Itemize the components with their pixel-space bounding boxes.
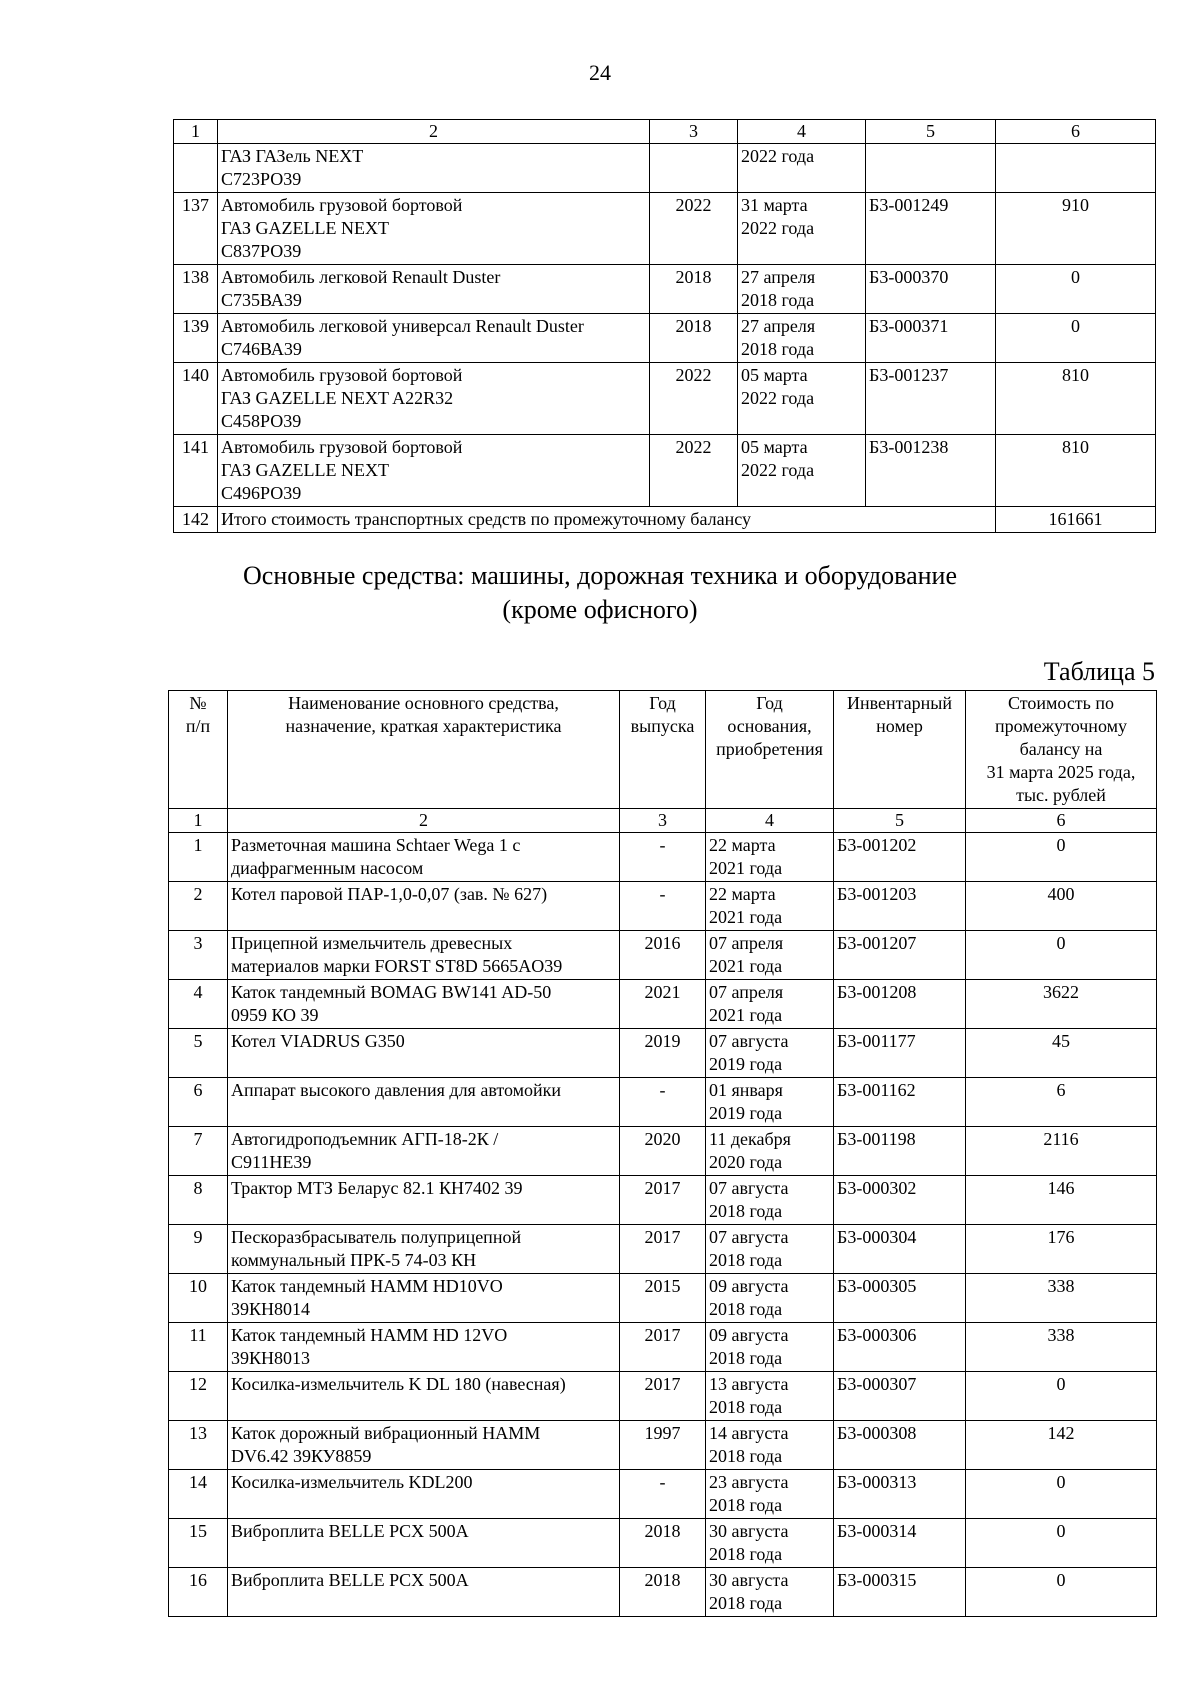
column-number: 3 xyxy=(650,120,738,144)
balance-cost: 0 xyxy=(966,1519,1157,1568)
row-number: 2 xyxy=(169,882,228,931)
acquisition-date: 07 августа 2019 года xyxy=(706,1029,834,1078)
release-year: 2022 xyxy=(650,193,738,265)
row-number: 14 xyxy=(169,1470,228,1519)
acquisition-date: 13 августа 2018 года xyxy=(706,1372,834,1421)
balance-cost: 0 xyxy=(966,833,1157,882)
table-row xyxy=(174,435,1156,507)
row-number: 139 xyxy=(174,314,218,363)
acquisition-date: 14 августа 2018 года xyxy=(706,1421,834,1470)
column-number: 2 xyxy=(218,120,650,144)
header-acquisition: Год основания, приобретения xyxy=(706,691,834,809)
table-row xyxy=(174,265,1156,314)
balance-cost: 2116 xyxy=(966,1127,1157,1176)
column-number-row xyxy=(169,809,1157,833)
row-number: 7 xyxy=(169,1127,228,1176)
table-row xyxy=(169,1519,1157,1568)
header-inventory: Инвентарный номер xyxy=(834,691,966,809)
inventory-number: Б3-000306 xyxy=(834,1323,966,1372)
asset-name: Котел VIADRUS G350 xyxy=(228,1029,620,1078)
inventory-number: Б3-000314 xyxy=(834,1519,966,1568)
release-year: - xyxy=(620,1078,706,1127)
row-number: 8 xyxy=(169,1176,228,1225)
table-row xyxy=(169,980,1157,1029)
inventory-number: Б3-001208 xyxy=(834,980,966,1029)
release-year: 2015 xyxy=(620,1274,706,1323)
inventory-number: Б3-000307 xyxy=(834,1372,966,1421)
table-row xyxy=(169,1421,1157,1470)
column-number: 5 xyxy=(866,120,996,144)
balance-cost: 910 xyxy=(996,193,1156,265)
balance-cost: 6 xyxy=(966,1078,1157,1127)
column-number: 6 xyxy=(966,809,1157,833)
asset-name: Автогидроподъемник АГП-18-2К / С911НЕ39 xyxy=(228,1127,620,1176)
header-year: Год выпуска xyxy=(620,691,706,809)
release-year: 2018 xyxy=(620,1568,706,1617)
row-number: 4 xyxy=(169,980,228,1029)
release-year xyxy=(650,144,738,193)
asset-name: Котел паровой ПАР-1,0-0,07 (зав. № 627) xyxy=(228,882,620,931)
asset-name: Аппарат высокого давления для автомойки xyxy=(228,1078,620,1127)
section-heading: Основные средства: машины, дорожная техника и оборудование (кроме офисного) xyxy=(243,561,957,624)
row-number: 138 xyxy=(174,265,218,314)
asset-name: Пескоразбрасыватель полуприцепной коммунальный ПРК-5 74-03 КН xyxy=(228,1225,620,1274)
column-number: 3 xyxy=(620,809,706,833)
row-number: 1 xyxy=(169,833,228,882)
inventory-number: Б3-000308 xyxy=(834,1421,966,1470)
inventory-number: Б3-001207 xyxy=(834,931,966,980)
release-year: 2019 xyxy=(620,1029,706,1078)
balance-cost: 810 xyxy=(996,363,1156,435)
row-number: 12 xyxy=(169,1372,228,1421)
asset-name: Автомобиль грузовой бортовой ГАЗ GAZELLE NEXT С496РО39 xyxy=(218,435,650,507)
column-number: 5 xyxy=(834,809,966,833)
table-row xyxy=(174,363,1156,435)
inventory-number: Б3-000313 xyxy=(834,1470,966,1519)
balance-cost: 0 xyxy=(966,931,1157,980)
asset-name: Каток дорожный вибрационный HAMM DV6.42 39КУ8859 xyxy=(228,1421,620,1470)
column-number: 1 xyxy=(174,120,218,144)
release-year: 2021 xyxy=(620,980,706,1029)
balance-cost: 45 xyxy=(966,1029,1157,1078)
release-year: 2018 xyxy=(650,265,738,314)
column-number: 4 xyxy=(738,120,866,144)
table-row xyxy=(174,144,1156,193)
inventory-number: Б3-001202 xyxy=(834,833,966,882)
table-row xyxy=(169,833,1157,882)
table-row xyxy=(169,1176,1157,1225)
asset-name: Каток тандемный HAMM HD10VO 39КН8014 xyxy=(228,1274,620,1323)
acquisition-date: 22 марта 2021 года xyxy=(706,833,834,882)
balance-cost: 338 xyxy=(966,1274,1157,1323)
acquisition-date: 07 августа 2018 года xyxy=(706,1176,834,1225)
table-row xyxy=(169,1029,1157,1078)
inventory-number: Б3-001249 xyxy=(866,193,996,265)
inventory-number: Б3-001203 xyxy=(834,882,966,931)
acquisition-date: 31 марта 2022 года xyxy=(738,193,866,265)
page-number: 24 xyxy=(589,60,611,85)
table-row xyxy=(169,1470,1157,1519)
asset-name: Автомобиль грузовой бортовой ГАЗ GAZELLE NEXT С837РО39 xyxy=(218,193,650,265)
balance-cost: 176 xyxy=(966,1225,1157,1274)
release-year: 2017 xyxy=(620,1225,706,1274)
inventory-number: Б3-000370 xyxy=(866,265,996,314)
release-year: 2017 xyxy=(620,1323,706,1372)
acquisition-date: 05 марта 2022 года xyxy=(738,363,866,435)
acquisition-date: 22 марта 2021 года xyxy=(706,882,834,931)
acquisition-date: 27 апреля 2018 года xyxy=(738,314,866,363)
asset-name: Прицепной измельчитель древесных материалов марки FORST ST8D 5665AO39 xyxy=(228,931,620,980)
balance-cost: 400 xyxy=(966,882,1157,931)
row-number: 11 xyxy=(169,1323,228,1372)
acquisition-date: 01 января 2019 года xyxy=(706,1078,834,1127)
balance-cost: 0 xyxy=(966,1568,1157,1617)
balance-cost: 3622 xyxy=(966,980,1157,1029)
row-number: 142 xyxy=(174,507,218,533)
inventory-number: Б3-000371 xyxy=(866,314,996,363)
release-year: - xyxy=(620,1470,706,1519)
acquisition-date: 05 марта 2022 года xyxy=(738,435,866,507)
total-cost: 161661 xyxy=(996,507,1156,533)
asset-name: Автомобиль легковой Renault Duster С735ВА39 xyxy=(218,265,650,314)
release-year: 2018 xyxy=(650,314,738,363)
asset-name: Трактор МТЗ Беларус 82.1 КН7402 39 xyxy=(228,1176,620,1225)
acquisition-date: 11 декабря 2020 года xyxy=(706,1127,834,1176)
release-year: 1997 xyxy=(620,1421,706,1470)
release-year: 2018 xyxy=(620,1519,706,1568)
asset-name: Виброплита BELLE PCX 500A xyxy=(228,1568,620,1617)
row-number: 15 xyxy=(169,1519,228,1568)
balance-cost: 0 xyxy=(966,1470,1157,1519)
balance-cost: 0 xyxy=(996,265,1156,314)
table-row xyxy=(169,931,1157,980)
table-caption: Таблица 5 xyxy=(1043,657,1155,686)
release-year: 2020 xyxy=(620,1127,706,1176)
inventory-number: Б3-000304 xyxy=(834,1225,966,1274)
column-number: 4 xyxy=(706,809,834,833)
row-number: 10 xyxy=(169,1274,228,1323)
table-row xyxy=(169,1372,1157,1421)
release-year: 2022 xyxy=(650,363,738,435)
release-year: 2017 xyxy=(620,1176,706,1225)
row-number: 140 xyxy=(174,363,218,435)
release-year: - xyxy=(620,833,706,882)
asset-name: Каток тандемный HAMM HD 12VO 39КН8013 xyxy=(228,1323,620,1372)
table5-header-row xyxy=(169,691,1157,809)
row-number xyxy=(174,144,218,193)
column-number: 2 xyxy=(228,809,620,833)
acquisition-date: 09 августа 2018 года xyxy=(706,1323,834,1372)
asset-name: Разметочная машина Schtaer Wega 1 с диафрагменным насосом xyxy=(228,833,620,882)
inventory-number: Б3-000305 xyxy=(834,1274,966,1323)
table-row xyxy=(174,193,1156,265)
acquisition-date: 30 августа 2018 года xyxy=(706,1568,834,1617)
row-number: 137 xyxy=(174,193,218,265)
asset-name: Автомобиль легковой универсал Renault Duster С746ВА39 xyxy=(218,314,650,363)
inventory-number: Б3-000302 xyxy=(834,1176,966,1225)
acquisition-date: 30 августа 2018 года xyxy=(706,1519,834,1568)
asset-name: Автомобиль грузовой бортовой ГАЗ GAZELLE NEXT A22R32 С458РО39 xyxy=(218,363,650,435)
acquisition-date: 07 апреля 2021 года xyxy=(706,931,834,980)
inventory-number: Б3-001237 xyxy=(866,363,996,435)
inventory-number: Б3-001177 xyxy=(834,1029,966,1078)
acquisition-date: 23 августа 2018 года xyxy=(706,1470,834,1519)
asset-name: Виброплита BELLE PCX 500A xyxy=(228,1519,620,1568)
asset-name: Косилка-измельчитель KDL200 xyxy=(228,1470,620,1519)
acquisition-date: 07 августа 2018 года xyxy=(706,1225,834,1274)
acquisition-date: 07 апреля 2021 года xyxy=(706,980,834,1029)
release-year: 2017 xyxy=(620,1372,706,1421)
release-year: 2016 xyxy=(620,931,706,980)
total-row xyxy=(174,507,1156,533)
release-year: - xyxy=(620,882,706,931)
balance-cost: 810 xyxy=(996,435,1156,507)
row-number: 9 xyxy=(169,1225,228,1274)
row-number: 16 xyxy=(169,1568,228,1617)
acquisition-date: 27 апреля 2018 года xyxy=(738,265,866,314)
table-row xyxy=(169,1127,1157,1176)
column-number-row xyxy=(174,120,1156,144)
table-row xyxy=(169,1078,1157,1127)
balance-cost: 0 xyxy=(966,1372,1157,1421)
balance-cost: 146 xyxy=(966,1176,1157,1225)
header-number: № п/п xyxy=(169,691,228,809)
acquisition-date: 09 августа 2018 года xyxy=(706,1274,834,1323)
table-row xyxy=(174,314,1156,363)
balance-cost xyxy=(996,144,1156,193)
row-number: 5 xyxy=(169,1029,228,1078)
fixed-assets-table xyxy=(168,690,1157,1617)
inventory-number xyxy=(866,144,996,193)
release-year: 2022 xyxy=(650,435,738,507)
header-cost: Стоимость по промежуточному балансу на 31 марта 2025 года, тыс. рублей xyxy=(966,691,1157,809)
table-row xyxy=(169,1225,1157,1274)
balance-cost: 338 xyxy=(966,1323,1157,1372)
table-row xyxy=(169,1274,1157,1323)
row-number: 3 xyxy=(169,931,228,980)
asset-name: Каток тандемный BOMAG BW141 AD-50 0959 КО 39 xyxy=(228,980,620,1029)
row-number: 6 xyxy=(169,1078,228,1127)
acquisition-date: 2022 года xyxy=(738,144,866,193)
balance-cost: 142 xyxy=(966,1421,1157,1470)
inventory-number: Б3-001198 xyxy=(834,1127,966,1176)
total-label: Итого стоимость транспортных средств по промежуточному балансу xyxy=(218,507,996,533)
header-name: Наименование основного средства, назначение, краткая характеристика xyxy=(228,691,620,809)
balance-cost: 0 xyxy=(996,314,1156,363)
table-row xyxy=(169,1568,1157,1617)
inventory-number: Б3-001238 xyxy=(866,435,996,507)
inventory-number: Б3-001162 xyxy=(834,1078,966,1127)
table-row xyxy=(169,882,1157,931)
row-number: 13 xyxy=(169,1421,228,1470)
column-number: 6 xyxy=(996,120,1156,144)
row-number: 141 xyxy=(174,435,218,507)
vehicles-table-continuation xyxy=(173,119,1156,533)
table-row xyxy=(169,1323,1157,1372)
asset-name: Косилка-измельчитель K DL 180 (навесная) xyxy=(228,1372,620,1421)
asset-name: ГАЗ ГАЗель NEXT С723РО39 xyxy=(218,144,650,193)
inventory-number: Б3-000315 xyxy=(834,1568,966,1617)
column-number: 1 xyxy=(169,809,228,833)
